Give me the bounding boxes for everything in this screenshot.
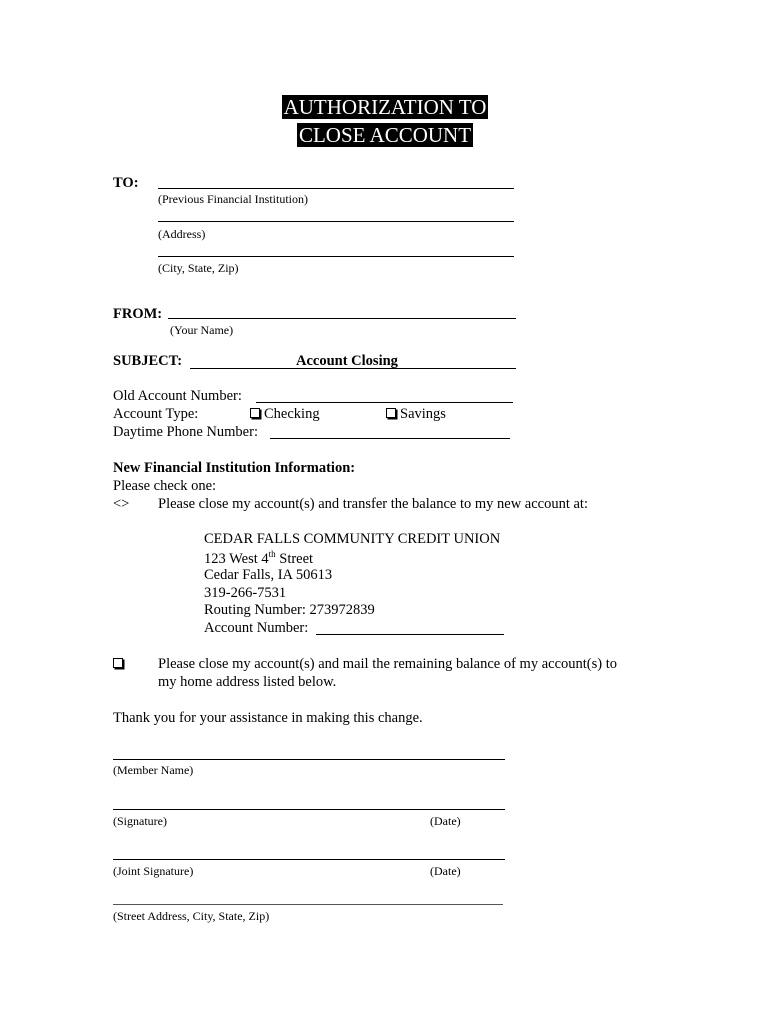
account-type-label: Account Type: — [113, 406, 199, 422]
new-account-number-label: Account Number: — [204, 620, 309, 636]
member-name-caption: (Member Name) — [113, 763, 194, 777]
address-caption: (Address) — [158, 227, 206, 241]
routing-number: Routing Number: 273972839 — [204, 602, 375, 618]
old-account-number-line[interactable] — [256, 402, 513, 403]
joint-signature-caption: (Joint Signature) — [113, 864, 194, 878]
check-one-instruction: Please check one: — [113, 478, 217, 494]
option-transfer-text: Please close my account(s) and transfer the balance to my new account at: — [158, 496, 588, 512]
savings-label: Savings — [400, 406, 446, 422]
street-address-caption: (Street Address, City, State, Zip) — [113, 909, 270, 923]
new-institution-heading: New Financial Institution Information: — [113, 460, 356, 476]
savings-checkbox[interactable] — [386, 408, 396, 418]
new-account-number-line[interactable] — [316, 634, 504, 635]
signature-date-caption: (Date) — [430, 814, 461, 828]
to-label: TO: — [113, 175, 139, 191]
signature-line[interactable] — [113, 809, 505, 810]
credit-union-phone: 319-266-7531 — [204, 585, 287, 601]
title-line-2: CLOSE ACCOUNT — [298, 123, 472, 147]
old-account-number-label: Old Account Number: — [113, 388, 242, 404]
credit-union-street: 123 West 4th Street — [204, 549, 314, 567]
from-label: FROM: — [113, 306, 163, 322]
subject-value: Account Closing — [296, 353, 398, 369]
option-mail-checkbox-wrap[interactable] — [113, 656, 127, 673]
subject-label: SUBJECT: — [113, 353, 183, 369]
daytime-phone-line[interactable] — [270, 438, 510, 439]
checking-option[interactable] — [250, 406, 320, 423]
daytime-phone-label: Daytime Phone Number: — [113, 424, 258, 440]
member-name-line[interactable] — [113, 759, 505, 760]
city-state-zip-caption: (City, State, Zip) — [158, 261, 239, 275]
option-mail-checkbox[interactable] — [113, 658, 123, 668]
joint-signature-line[interactable] — [113, 859, 505, 860]
previous-institution-caption: (Previous Financial Institution) — [158, 192, 308, 206]
previous-institution-line[interactable] — [158, 188, 514, 189]
signature-caption: (Signature) — [113, 814, 167, 828]
street-address-line[interactable] — [113, 904, 503, 905]
credit-union-name: CEDAR FALLS COMMUNITY CREDIT UNION — [204, 531, 501, 547]
city-state-zip-line[interactable] — [158, 256, 514, 257]
title-line-1: AUTHORIZATION TO — [283, 95, 487, 119]
credit-union-city: Cedar Falls, IA 50613 — [204, 567, 333, 583]
your-name-caption: (Your Name) — [170, 323, 234, 337]
thank-you-text: Thank you for your assistance in making this change. — [113, 710, 423, 726]
address-line[interactable] — [158, 221, 514, 222]
option-transfer-marker[interactable]: <> — [113, 496, 130, 512]
option-mail-text-1: Please close my account(s) and mail the remaining balance of my account(s) to — [158, 656, 618, 672]
your-name-line[interactable] — [168, 318, 516, 319]
savings-option[interactable] — [386, 406, 446, 423]
option-mail-text-2: my home address listed below. — [158, 674, 337, 690]
checking-checkbox[interactable] — [250, 408, 260, 418]
checking-label: Checking — [264, 406, 320, 422]
joint-signature-date-caption: (Date) — [430, 864, 461, 878]
